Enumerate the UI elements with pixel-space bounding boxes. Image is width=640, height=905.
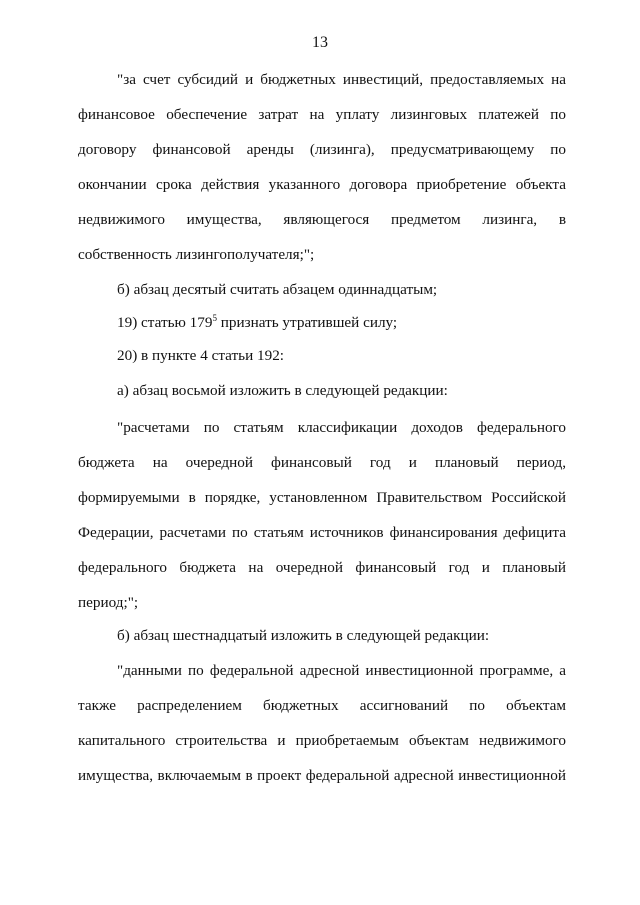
text-line: "расчетами по статьям классификации доходов федерального — [117, 419, 566, 436]
text-line: недвижимого имущества, являющегося предметом лизинга, в — [78, 211, 566, 228]
text-line: федерального бюджета на очередной финансовый год и плановый — [78, 559, 566, 576]
text-line: период;"; — [78, 594, 139, 611]
text-line: имущества, включаемым в проект федеральной адресной инвестиционной — [78, 767, 566, 784]
text-line: а) абзац восьмой изложить в следующей редакции: — [117, 382, 448, 399]
text-line: б) абзац шестнадцатый изложить в следующей редакции: — [117, 627, 490, 644]
text-line: собственность лизингополучателя;"; — [78, 246, 315, 263]
text-line: Федерации, расчетами по статьям источников финансирования дефицита — [78, 524, 566, 541]
superscript: 5 — [212, 313, 217, 323]
page-number: 13 — [312, 34, 328, 51]
text-line: капитального строительства и приобретаемым объектам недвижимого — [78, 732, 566, 749]
text-line: "за счет субсидий и бюджетных инвестиций, предоставляемых на — [117, 71, 566, 88]
text-segment: 19) статью 179 — [117, 314, 213, 331]
text-line — [117, 313, 566, 333]
text-line: "данными по федеральной адресной инвестиционной программе, а — [117, 662, 566, 679]
text-segment: признать утратившей силу; — [216, 314, 398, 331]
text-line: бюджета на очередной финансовый год и плановый период, — [78, 454, 566, 471]
text-line: окончании срока действия указанного договора приобретение объекта — [78, 176, 566, 193]
text-line: 20) в пункте 4 статьи 192: — [117, 347, 285, 364]
text-line: формируемыми в порядке, установленном Правительством Российской — [78, 489, 566, 506]
text-line: также распределением бюджетных ассигнований по объектам — [78, 697, 566, 714]
text-line: финансовое обеспечение затрат на уплату лизинговых платежей по — [78, 106, 566, 123]
text-line: б) абзац десятый считать абзацем одиннадцатым; — [117, 281, 438, 298]
text-line: договору финансовой аренды (лизинга), предусматривающему по — [78, 141, 566, 158]
